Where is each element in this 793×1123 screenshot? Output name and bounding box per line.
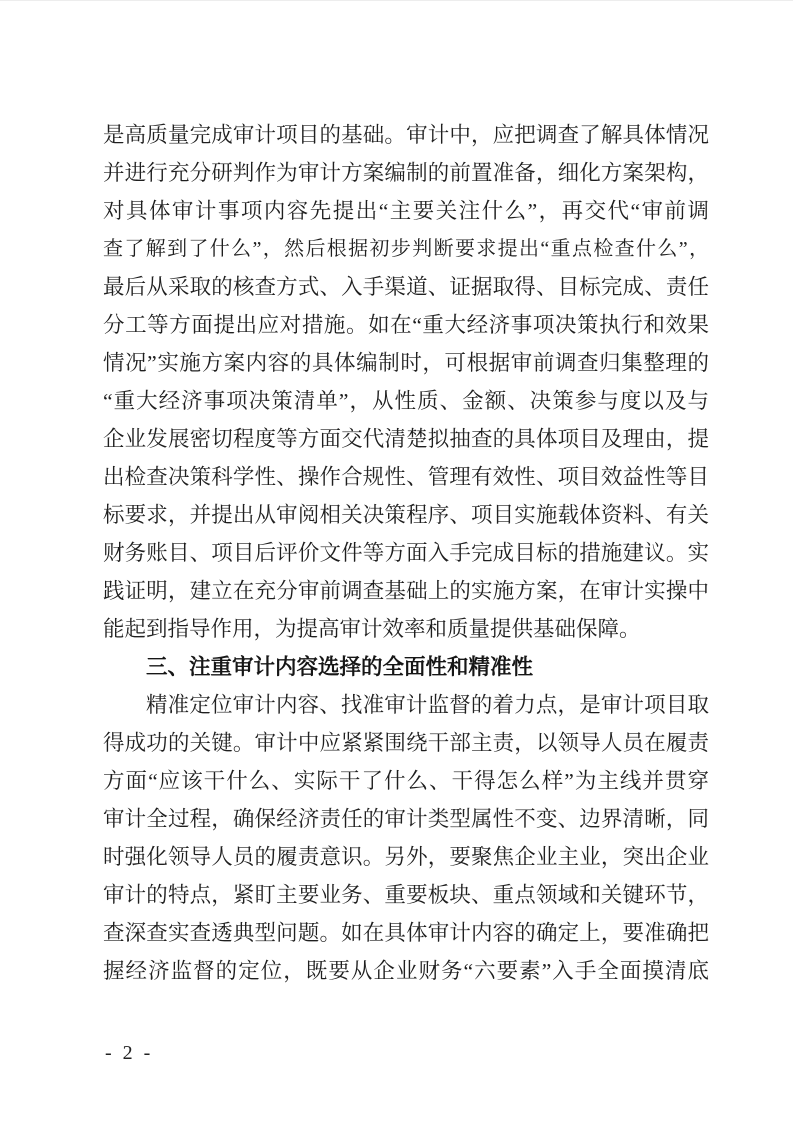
body-line: 财务账目、项目后评价文件等方面入手完成目标的措施建议。实 [103,541,709,565]
page-number: - 2 - [105,1042,154,1064]
section-heading: 三、注重审计内容选择的全面性和精准性 [146,655,534,679]
body-line: 并进行充分研判作为审计方案编制的前置准备，细化方案架构， [103,161,709,185]
body-line: 践证明，建立在充分审前调查基础上的实施方案，在审计实操中 [103,579,709,603]
body-line: 查深查实查透典型问题。如在具体审计内容的确定上，要准确把 [103,921,709,945]
body-line: 握经济监督的定位，既要从企业财务“六要素”入手全面摸清底 [103,959,709,983]
body-line: “重大经济事项决策清单”，从性质、金额、决策参与度以及与 [103,389,709,413]
body-line: 精准定位审计内容、找准审计监督的着力点，是审计项目取 [146,693,709,717]
body-line: 标要求，并提出从审阅相关决策程序、项目实施载体资料、有关 [103,503,709,527]
body-line: 对具体审计事项内容先提出“主要关注什么”，再交代“审前调 [103,199,709,223]
body-line: 查了解到了什么”，然后根据初步判断要求提出“重点检查什么”， [103,238,709,260]
body-line: 审计的特点，紧盯主要业务、重要板块、重点领域和关键环节， [103,883,709,907]
body-line: 得成功的关键。审计中应紧紧围绕干部主责，以领导人员在履责 [103,731,709,755]
body-line: 情况”实施方案内容的具体编制时，可根据审前调查归集整理的 [103,351,709,375]
body-line: 能起到指导作用，为提高审计效率和质量提供基础保障。 [103,617,641,641]
body-line: 方面“应该干什么、实际干了什么、干得怎么样”为主线并贯穿 [103,769,709,793]
document-body [103,116,709,990]
body-line: 出检查决策科学性、操作合规性、管理有效性、项目效益性等目 [103,465,709,489]
body-line: 时强化领导人员的履责意识。另外，要聚焦企业主业，突出企业 [103,845,709,869]
body-line: 最后从采取的核查方式、入手渠道、证据取得、目标完成、责任 [103,275,709,299]
body-line: 是高质量完成审计项目的基础。审计中，应把调查了解具体情况 [103,123,709,147]
body-line: 审计全过程，确保经济责任的审计类型属性不变、边界清晰，同 [103,807,709,831]
body-line: 分工等方面提出应对措施。如在“重大经济事项决策执行和效果 [103,313,709,337]
body-line: 企业发展密切程度等方面交代清楚拟抽查的具体项目及理由，提 [103,427,709,451]
